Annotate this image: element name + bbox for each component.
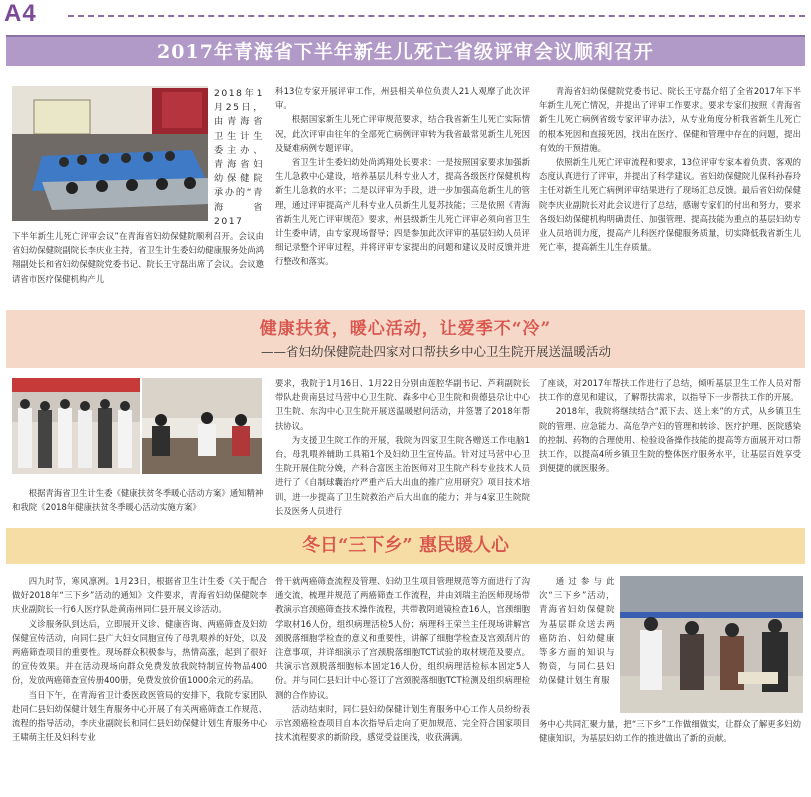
- paragraph: 四九时节，寒风凛冽。1月23日，根据省卫生计生委《关于配合做好2018年“三下乡”活动的通知》文件要求，青海省妇幼保健院李庆业副院长一行6人医疗队赴黄南州同仁县开展义诊活动。: [12, 576, 267, 615]
- paragraph: 为支援卫生院工作的开展，我院为四家卫生院各赠送工作电脑1台，母乳喂养辅助工具箱1个及妇幼卫生宣传品。针对过马营中心卫生院开展住院分娩，产科合富医主治医师对卫生院产科专业技术人员进行了《自制球囊治疗严重产后大出血的推广应用研究》项目技术培训，进一步提高了卫生院救治产后大出血的能力；并与4家卫生院院长及医务人员进行: [275, 434, 530, 516]
- paragraph: 省卫生计生委妇幼处尚鸿翔处长要求：一是按照国家要求加强新生儿急救中心建设，培养基层儿科专业人才，提高各级医疗保健机构新生儿急救的水平；二是以评审为手段，进一步加强高危新生儿的管理，通过评审提高产儿科专业人员新生儿复苏技能；三是依照《青海省新生儿死亡评审规范》要求，州县级新生儿死亡评审必须向省卫生计生委申请，由专家现场督导；四是参加此次评审的基层妇幼人员评细记录整个评审过程，并将评审专家提出的问题和建议及时反馈并进行整改和落实。: [275, 157, 530, 267]
- section2-col2: [275, 376, 530, 518]
- section2-col3: [539, 376, 801, 475]
- paragraph: 2018年，我院将继续结合“派下去、送上来”的方式，从乡镇卫生院的管理、应急能力、高危孕产妇的管理和转诊、医疗护理、医院感染的控制、药物的合理使用、检验设备操作技能的提高等方面展开对口帮扶工作，以提高4所乡镇卫生院的整体医疗服务水平，让基层百姓享受到便捷的就医服务。: [539, 406, 801, 474]
- paragraph: 青海省妇幼保健院党委书记、院长王守磊介绍了全省2017年下半年新生儿死亡情况，并提出了评审工作要求。要求专家们按照《青海省新生儿死亡病例省级专家评审办法》，从专业角度分析我省新生儿死亡的根本死因和直接死因，找出在医疗、保健和管理中存在的问题，提出有效的干预措施。: [539, 86, 801, 153]
- paragraph: 根据国家新生儿死亡评审规范要求，结合我省新生儿死亡实际情况，此次评审由往年的全部死亡病例评审转为我省最常见新生儿死因及疑难病例专题评审。: [275, 114, 530, 153]
- paragraph: 义诊服务队到达后，立即展开义诊、健康咨询、两癌筛查及妇幼保健宣传活动，向同仁县广大妇女同胞宣传了母乳喂养的好处，以及两癌筛查项目的重要性。现场群众积极参与，热情高涨，起到了很好的宣传效果。并在活动现场向群众免费发放我院特制宣传物品400份，发放两癌筛查宣传册400册，免费发放价值1000余元的药品。: [12, 618, 267, 686]
- meeting-photo: [12, 86, 208, 221]
- paragraph: 当日下午，在青海省卫计委医政医管局的安排下，我院专家团队赴同仁县妇幼保健计划生育服务中心开展了有关两癌筛查工作规范、流程的指导活动，李庆业副院长和同仁县妇幼保健计划生育服务中心王啸萌主任及妇科专业: [12, 689, 267, 743]
- section3-col2: [275, 574, 530, 744]
- section1-title: 2017年青海省下半年新生儿死亡省级评审会议顺利召开: [157, 41, 654, 63]
- section3-col3-rest: 务中心共同汇聚力量，把“三下乡”工作做细做实，让群众了解更多妇幼健康知识，为基层妇幼工作的推进做出了新的贡献。: [539, 719, 801, 744]
- visit-photo-left: [12, 378, 140, 474]
- section1-col1-rest: 下半年新生儿死亡评审会议”在青海省妇幼保健院顺利召开。会议由省妇幼保健院副院长李庆业主持，省卫生计生委妇幼健康服务处尚鸿翔副处长和省妇幼保健院党委书记、院长王守磊出席了会议。会议邀请省市医疗保健机构产儿: [12, 231, 264, 284]
- section2-subtitle: ——省妇幼保健院赴四家对口帮扶乡中心卫生院开展送温暖活动: [260, 344, 611, 359]
- section3-col1: [12, 574, 267, 744]
- section2-title: 健康扶贫，暖心活动，让爱季不“冷”: [259, 319, 552, 339]
- section3-title: 冬日“三下乡” 惠民暖人心: [302, 535, 509, 556]
- paragraph: 依照新生儿死亡评审流程和要求，13位评审专家本着负责、客观的态度认真进行了评审，并提出了科学建议。省妇幼保健院儿保科孙春玲主任对新生儿死亡病例评审结果进行了现场汇总反馈。最后省妇幼保健院李庆业副院长对此会议进行了总结，感谢专家们的付出和努力，要求各级妇幼保健机构明确责任、加强管理、提高技能为重点的基层妇幼专业人员培训力度，提高产儿科医疗保健服务质量，切实降低我省新生儿死亡率，提高新生儿生存质量。: [539, 157, 801, 253]
- header-divider: [68, 15, 805, 17]
- paragraph: 科13位专家开展评审工作，州县相关单位负责人21人观摩了此次评审。: [275, 86, 530, 111]
- section1-col2: [275, 84, 530, 269]
- section3-col3-lead: 通过参与此次“三下乡”活动，青海省妇幼保健院为基层群众送去两癌防治、妇幼健康等多方面的知识与物资，与同仁县妇幼保健计划生育服: [539, 576, 615, 686]
- paragraph: 要求，我院于1月16日、1月22日分别由莲腔华副书记、芦莉副院长带队赴贵南县过马营中心卫生院、森多中心卫生院和贵德县尕让中心卫生院、东沟中心卫生院开展送温暖慰问活动，并签署了2018年帮扶协议。: [275, 378, 530, 431]
- paragraph: 骨干就两癌筛查流程及管理、妇幼卫生项目管理规范等方面进行了沟通交流，梳理并规范了两癌筛查工作流程，并由刘瑞主治医师现场带教演示宫颈癌筛查技术操作流程，共带教阴道镜检查16人，宫颈细胞学取材16人份，组织病理活检5人份；病理科王荣兰主任现场讲解宫颈脱落细胞学检查的意义和重要性，讲解了细胞学检查及宫颈刮片的注意事项，并详细演示了宫颈脱落细胞TCT试验的取材规范及要点。共演示宫颈脱落细胞标本固定16人份，组织病理活检标本固定5人份。并与同仁县妇计中心签订了宫颈脱落细胞TCT检测及组织病理检测的合作协议。: [275, 576, 530, 700]
- section2-photo-caption: 根据青海省卫生计生委《健康扶贫冬季暖心活动方案》通知精神和我院《2018年健康扶贫冬季暖心活动实施方案》: [12, 488, 264, 512]
- section1-col3: [539, 84, 801, 254]
- section1-col1-lead: 2018年1月25日，由青海省卫生计生委主办、青海省妇幼保健院承办的“青海省2017: [214, 88, 264, 227]
- paragraph: 活动结束时，同仁县妇幼保健计划生育服务中心工作人员纷纷表示宫颈癌检查项目自本次指导后走向了更加规范、完全符合国家项目技术流程要求的新阶段，感觉受益匪浅，收获满满。: [275, 703, 530, 743]
- section1-banner: [6, 35, 805, 66]
- visit-photo-right: [142, 378, 262, 474]
- rural-outreach-photo: [620, 576, 803, 713]
- section3-banner: [6, 528, 805, 564]
- page-tag: A4: [4, 0, 37, 27]
- section2-banner: [6, 310, 805, 368]
- paragraph: 了座谈，对2017年帮扶工作进行了总结，倾听基层卫生工作人员对帮扶工作的意见和建议，了解帮扶需求，以指导下一步帮扶工作的开展。: [539, 378, 801, 403]
